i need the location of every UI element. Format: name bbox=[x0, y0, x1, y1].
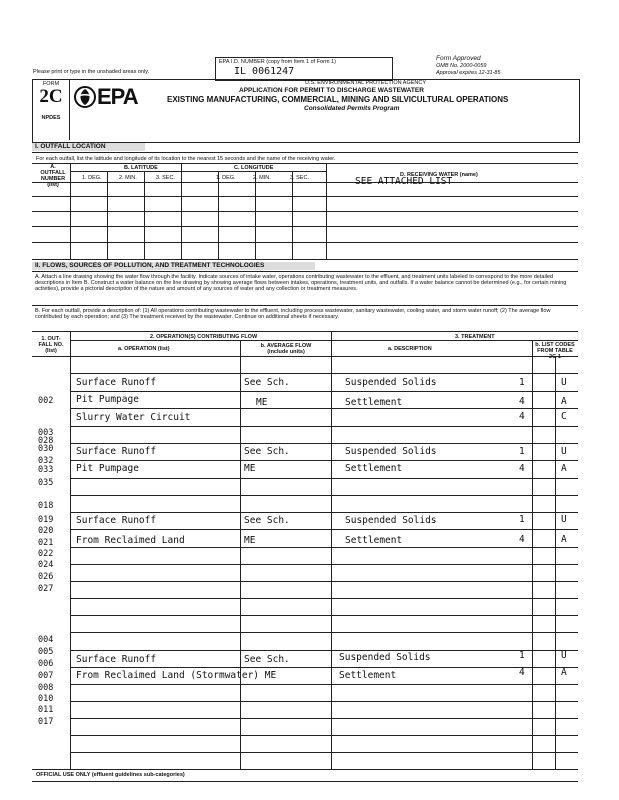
lon-deg: 1. DEG. bbox=[216, 175, 236, 181]
lat-sec: 3. SEC. bbox=[156, 175, 175, 181]
code1-cell[interactable]: 4 bbox=[519, 463, 525, 474]
col-outfall-number: A. OUTFALL NUMBER (list) bbox=[40, 164, 66, 188]
operation-cell[interactable]: Slurry Water Circuit bbox=[76, 412, 191, 423]
avg-flow-cell[interactable]: ME bbox=[256, 397, 268, 408]
outfall-number[interactable]: 035 bbox=[38, 478, 54, 488]
description-cell[interactable]: Suspended Solids bbox=[339, 652, 431, 663]
avg-flow-cell[interactable]: See Sch. bbox=[244, 446, 290, 457]
code1-cell[interactable]: 1 bbox=[519, 446, 525, 457]
code2-cell[interactable]: A bbox=[561, 463, 567, 474]
code2-cell[interactable]: U bbox=[561, 514, 567, 525]
avg-flow-cell[interactable]: See Sch. bbox=[244, 377, 290, 388]
avg-flow-cell[interactable]: ME bbox=[244, 535, 256, 546]
avg-flow-cell[interactable]: ME bbox=[244, 463, 256, 474]
code1-cell[interactable]: 4 bbox=[519, 667, 525, 678]
outfall-number[interactable]: 004 bbox=[38, 635, 54, 645]
operation-cell[interactable]: Surface Runoff bbox=[76, 515, 157, 526]
outfall-number[interactable]: 026 bbox=[38, 572, 54, 582]
col-receiving-water: D. RECEIVING WATER (name) bbox=[400, 172, 478, 178]
outfall-number[interactable]: 033 bbox=[38, 465, 54, 475]
code1-cell[interactable]: 1 bbox=[519, 377, 525, 388]
epa-logo-text: EPA bbox=[97, 84, 138, 109]
outfall-number[interactable]: 005 bbox=[38, 647, 54, 657]
form-label: FORM bbox=[42, 81, 60, 87]
code2-cell[interactable]: A bbox=[561, 667, 567, 678]
col-description: a. DESCRIPTION bbox=[388, 346, 432, 352]
form-number-box bbox=[33, 80, 70, 140]
code2-cell[interactable]: A bbox=[561, 534, 567, 545]
section1-title: I. OUTFALL LOCATION bbox=[32, 143, 145, 151]
code1-cell[interactable]: 1 bbox=[519, 514, 525, 525]
epa-id-value[interactable]: IL 0061247 bbox=[234, 66, 295, 77]
description-cell[interactable]: Settlement bbox=[345, 397, 403, 408]
col-longitude: C. LONGITUDE bbox=[234, 165, 274, 171]
form-number: 2C bbox=[39, 86, 63, 107]
outfall-number[interactable]: 022 bbox=[38, 549, 54, 559]
outfall-number[interactable]: 028 bbox=[38, 436, 54, 446]
col-latitude: B. LATITUDE bbox=[124, 165, 158, 171]
avg-flow-cell[interactable]: See Sch. bbox=[244, 515, 290, 526]
approval-expiry: Approval expires 12-31-85 bbox=[436, 70, 501, 76]
code2-cell[interactable]: C bbox=[561, 411, 567, 422]
code1-cell[interactable]: 4 bbox=[519, 396, 525, 407]
official-use-label: OFFICIAL USE ONLY (effluent guidelines sub-categories) bbox=[36, 772, 185, 778]
outfall-number[interactable]: 024 bbox=[38, 560, 54, 570]
col-average-flow: b. AVERAGE FLOW (include units) bbox=[260, 343, 312, 355]
program-name: Consolidated Permits Program bbox=[304, 105, 400, 112]
npdes-label: NPDES bbox=[41, 115, 61, 121]
outfall-number[interactable]: 011 bbox=[38, 705, 54, 715]
description-cell[interactable]: Settlement bbox=[345, 535, 403, 546]
main-title: EXISTING MANUFACTURING, COMMERCIAL, MINING AND SILVICULTURAL OPERATIONS bbox=[167, 95, 509, 104]
description-cell[interactable]: Suspended Solids bbox=[345, 377, 437, 388]
outfall-number[interactable]: 007 bbox=[38, 671, 54, 681]
col-outfall-no: 1. OUT-FALL NO. (list) bbox=[38, 336, 64, 354]
operation-cell[interactable]: Pit Pumpage bbox=[76, 394, 139, 405]
application-title: APPLICATION FOR PERMIT TO DISCHARGE WASTEWATER bbox=[239, 87, 424, 94]
outfall-number[interactable]: 019 bbox=[38, 515, 54, 525]
omb-number: OMB No. 2000-0059 bbox=[436, 63, 487, 69]
outfall-number[interactable]: 002 bbox=[38, 396, 54, 406]
lat-min: 2. MIN. bbox=[119, 175, 137, 181]
code2-cell[interactable]: U bbox=[561, 446, 567, 457]
epa-logo bbox=[74, 86, 96, 113]
code1-cell[interactable]: 4 bbox=[519, 411, 525, 422]
section1-instruction: For each outfall, list the latitude and longitude of its location to the nearest 15 seconds and the name of the receiving water. bbox=[36, 156, 336, 162]
code1-cell[interactable]: 1 bbox=[519, 650, 525, 661]
lat-deg: 1. DEG. bbox=[82, 175, 102, 181]
form-approved: Form Approved bbox=[436, 55, 481, 62]
lon-min: 2. MIN. bbox=[253, 175, 271, 181]
col-treatment-group: 3. TREATMENT bbox=[455, 334, 495, 340]
outfall-number[interactable]: 003 bbox=[38, 428, 54, 438]
section2-item-b: B. For each outfall, provide a description of: (1) All operations contributing wastewater to the effluent, including process wastewater, sanitary wastewater, cooling water, and storm water runoff; (2) The average flow contributed by each operation; and (3) The treatment received by the wastewater. Continue on additional sheets if necessary. bbox=[35, 308, 551, 320]
section2-item-a: A. Attach a line drawing showing the water flow through the facility. Indicate sources of intake water, operations contributing wastewater to the effluent, and treatment units labeled to correspond to the more detailed descriptions in Item B. Construct a water balance on the line drawing by showing average flows between intakes, operations, treatment units, and outfalls. If a water balance cannot be determined (e.g., for certain mining activities), provide a pictorial description of the nature and amount of any sources of water and any collection or treatment measures. bbox=[35, 274, 567, 292]
operation-cell[interactable]: From Reclaimed Land (Stormwater) ME bbox=[76, 670, 277, 681]
code2-cell[interactable]: U bbox=[561, 377, 567, 388]
operation-cell[interactable]: Pit Pumpage bbox=[76, 463, 139, 474]
outfall-number[interactable]: 027 bbox=[38, 584, 54, 594]
code2-cell[interactable]: A bbox=[561, 396, 567, 407]
epa-id-box bbox=[215, 57, 393, 81]
code2-cell[interactable]: U bbox=[561, 650, 567, 661]
operation-cell[interactable]: Surface Runoff bbox=[76, 446, 157, 457]
description-cell[interactable]: Suspended Solids bbox=[345, 446, 437, 457]
print-instruction: Please print or type in the unshaded areas only. bbox=[33, 69, 150, 75]
avg-flow-cell[interactable]: See Sch. bbox=[244, 654, 290, 665]
section2-title: II. FLOWS, SOURCES OF POLLUTION, AND TREATMENT TECHNOLOGIES bbox=[32, 262, 315, 270]
outfall-number[interactable]: 018 bbox=[38, 501, 54, 511]
col-operations-group: 2. OPERATION(S) CONTRIBUTING FLOW bbox=[150, 334, 258, 340]
lon-sec: 3. SEC. bbox=[290, 175, 309, 181]
epa-flower-icon bbox=[74, 86, 96, 108]
description-cell[interactable]: Settlement bbox=[339, 670, 397, 681]
agency-name: U.S. ENVIRONMENTAL PROTECTION AGENCY bbox=[305, 80, 427, 86]
outfall-number[interactable]: 032 bbox=[38, 456, 54, 466]
col-list-codes: b. LIST CODES FROM TABLE 2C-1 bbox=[535, 342, 575, 360]
outfall-number[interactable]: 017 bbox=[38, 717, 54, 727]
outfall-number[interactable]: 006 bbox=[38, 659, 54, 669]
col-operation: a. OPERATION (list) bbox=[118, 346, 170, 352]
outfall-number[interactable]: 010 bbox=[38, 694, 54, 704]
operation-cell[interactable]: Surface Runoff bbox=[76, 377, 157, 388]
outfall-number[interactable]: 030 bbox=[38, 444, 54, 454]
outfall-number[interactable]: 008 bbox=[38, 683, 54, 693]
outfall-number[interactable]: 021 bbox=[38, 538, 54, 548]
outfall-location-entry[interactable]: SEE ATTACHED LIST bbox=[355, 176, 453, 187]
operation-cell[interactable]: From Reclaimed Land bbox=[76, 535, 185, 546]
code1-cell[interactable]: 4 bbox=[519, 534, 525, 545]
outfall-number[interactable]: 020 bbox=[38, 526, 54, 536]
description-cell[interactable]: Settlement bbox=[345, 463, 403, 474]
epa-id-label: EPA I.D. NUMBER (copy from Item 1 of Form 1) bbox=[219, 59, 336, 65]
description-cell[interactable]: Suspended Solids bbox=[345, 515, 437, 526]
operation-cell[interactable]: Surface Runoff bbox=[76, 654, 157, 665]
